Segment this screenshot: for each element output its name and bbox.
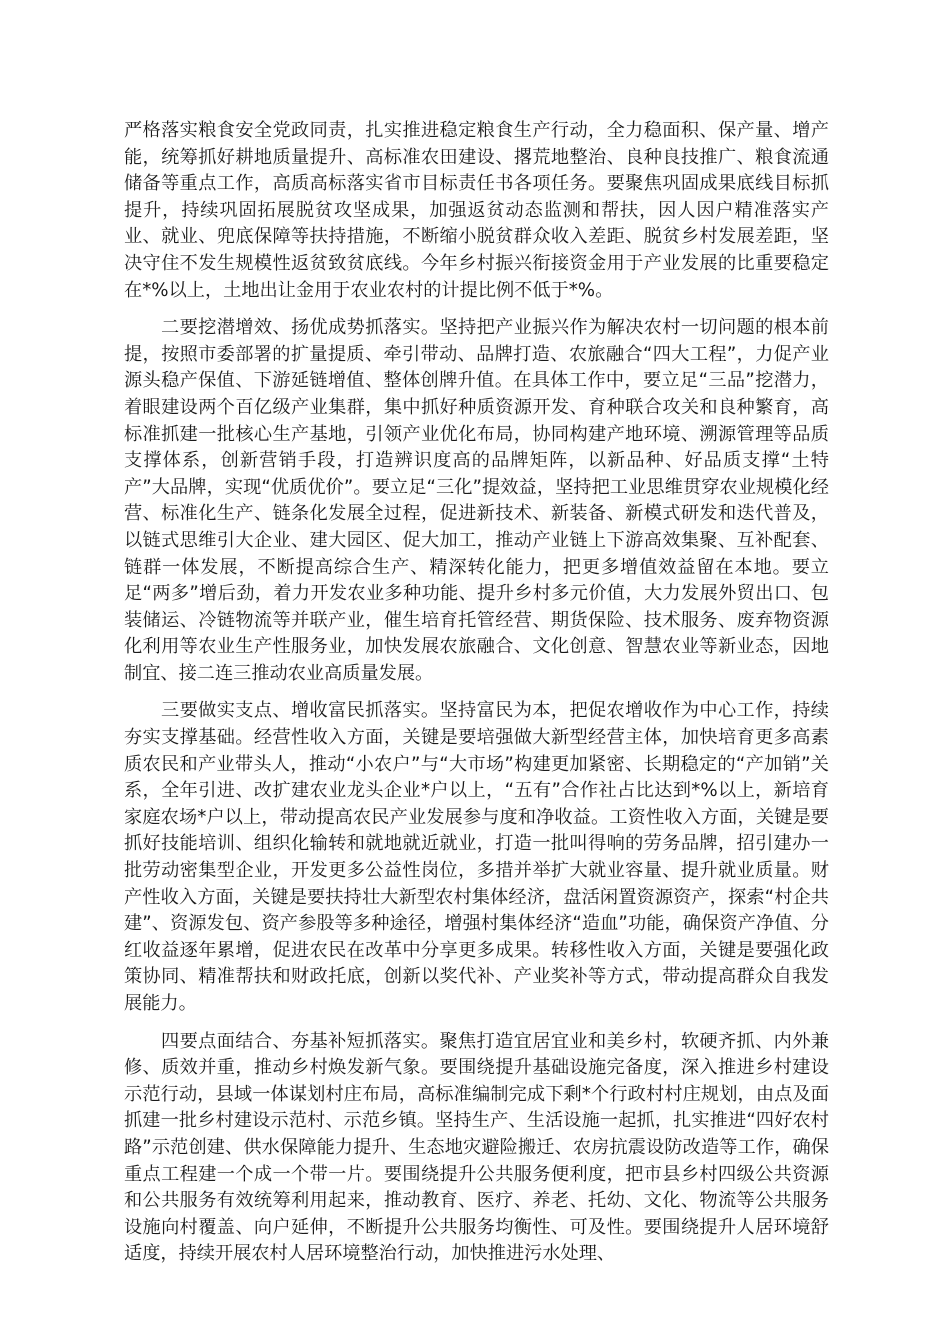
paragraph-continued: 严格落实粮食安全党政同责，扎实推进稳定粮食生产行动，全力稳面积、保产量、增产能，统筹抓好耕地质量提升、高标准农田建设、撂荒地整治、良种良技推广、粮食流通储备等重点工作，高质高标落实省市目标责任书各项任务。要聚焦巩固成果底线目标抓提升，持续巩固拓展脱贫攻坚成果，加强返贫动态监测和帮扶，因人因户精准落实产业、就业、兜底保障等扶持措施，不断缩小脱贫群众收入差距、脱贫乡村发展差距，坚决守住不发生规模性返贫致贫底线。今年乡村振兴衔接资金用于产业发展的比重要稳定在*%以上，土地出让金用于农业农村的计提比例不低于*%。: [124, 120, 829, 301]
paragraph-section-four: 四要点面结合、夯基补短抓落实。聚焦打造宜居宜业和美乡村，软硬齐抓、内外兼修、质效并重，推动乡村焕发新气象。要围绕提升基础设施完备度，深入推进乡村建设示范行动，县域一体谋划村庄布局，高标准编制完成下剩*个行政村村庄规划，由点及面抓建一批乡村建设示范村、示范乡镇。坚持生产、生活设施一起抓，扎实推进“四好农村路”示范创建、供水保障能力提升、生态地灾避险搬迁、农房抗震设防改造等工作，确保重点工程建一个成一个带一片。要围绕提升公共服务便利度，把市县乡村四级公共资源和公共服务有效统筹利用起来，推动教育、医疗、养老、托幼、文化、物流等公共服务设施向村覆盖、向户延伸，不断提升公共服务均衡性、可及性。要围绕提升人居环境舒适度，持续开展农村人居环境整治行动，加快推进污水处理、: [124, 1030, 829, 1265]
paragraph-section-two: 二要挖潜增效、扬优成势抓落实。坚持把产业振兴作为解决农村一切问题的根本前提，按照市委部署的扩量提质、牵引带动、品牌打造、农旅融合“四大工程”，力促产业源头稳产保值、下游延链增值、整体创牌升值。在具体工作中，要立足“三品”挖潜力，着眼建设两个百亿级产业集群，集中抓好种质资源开发、育种联合攻关和良种繁育，高标准抓建一批核心生产基地，引领产业优化布局，协同构建产地环境、溯源管理等品质支撑体系，创新营销手段，打造辨识度高的品牌矩阵，以新品种、好品质支撑“土特产”大品牌，实现“优质优价”。要立足“三化”提效益，坚持把工业思维贯穿农业规模化经营、标准化生产、链条化发展全过程，促进新技术、新装备、新模式研发和迭代普及，以链式思维引大企业、建大园区、促大加工，推动产业链上下游高效集聚、互补配套、链群一体发展，不断提高综合生产、精深转化能力，把更多增值效益留在本地。要立足“两多”增后劲，着力开发农业多种功能、提升乡村多元价值，大力发展外贸出口、包装储运、冷链物流等并联产业，催生培育托管经营、期货保险、技术服务、废弃物资源化利用等农业生产性服务业，加快发展农旅融合、文化创意、智慧农业等新业态，因地制宜、接二连三推动农业高质量发展。: [124, 317, 829, 684]
paragraph-section-three: 三要做实支点、增收富民抓落实。坚持富民为本，把促农增收作为中心工作，持续夯实支撑基础。经营性收入方面，关键是要培强做大新型经营主体，加快培育更多高素质农民和产业带头人，推动“小农户”与“大市场”构建更加紧密、长期稳定的“产加销”关系，全年引进、改扩建农业龙头企业*户以上，“五有”合作社占比达到*%以上，新培育家庭农场*户以上，带动提高农民产业发展参与度和净收益。工资性收入方面，关键是要抓好技能培训、组织化输转和就地就近就业，打造一批叫得响的劳务品牌，招引建办一批劳动密集型企业，开发更多公益性岗位，多措并举扩大就业容量、提升就业质量。财产性收入方面，关键是要扶持壮大新型农村集体经济，盘活闲置资源资产，探索“村企共建”、资源发包、资产参股等多种途径，增强村集体经济“造血”功能，确保资产净值、分红收益逐年累增，促进农民在改革中分享更多成果。转移性收入方面，关键是要强化政策协同、精准帮扶和财政托底，创新以奖代补、产业奖补等方式，带动提高群众自我发展能力。: [124, 700, 829, 1014]
document-page: [124, 118, 829, 1268]
